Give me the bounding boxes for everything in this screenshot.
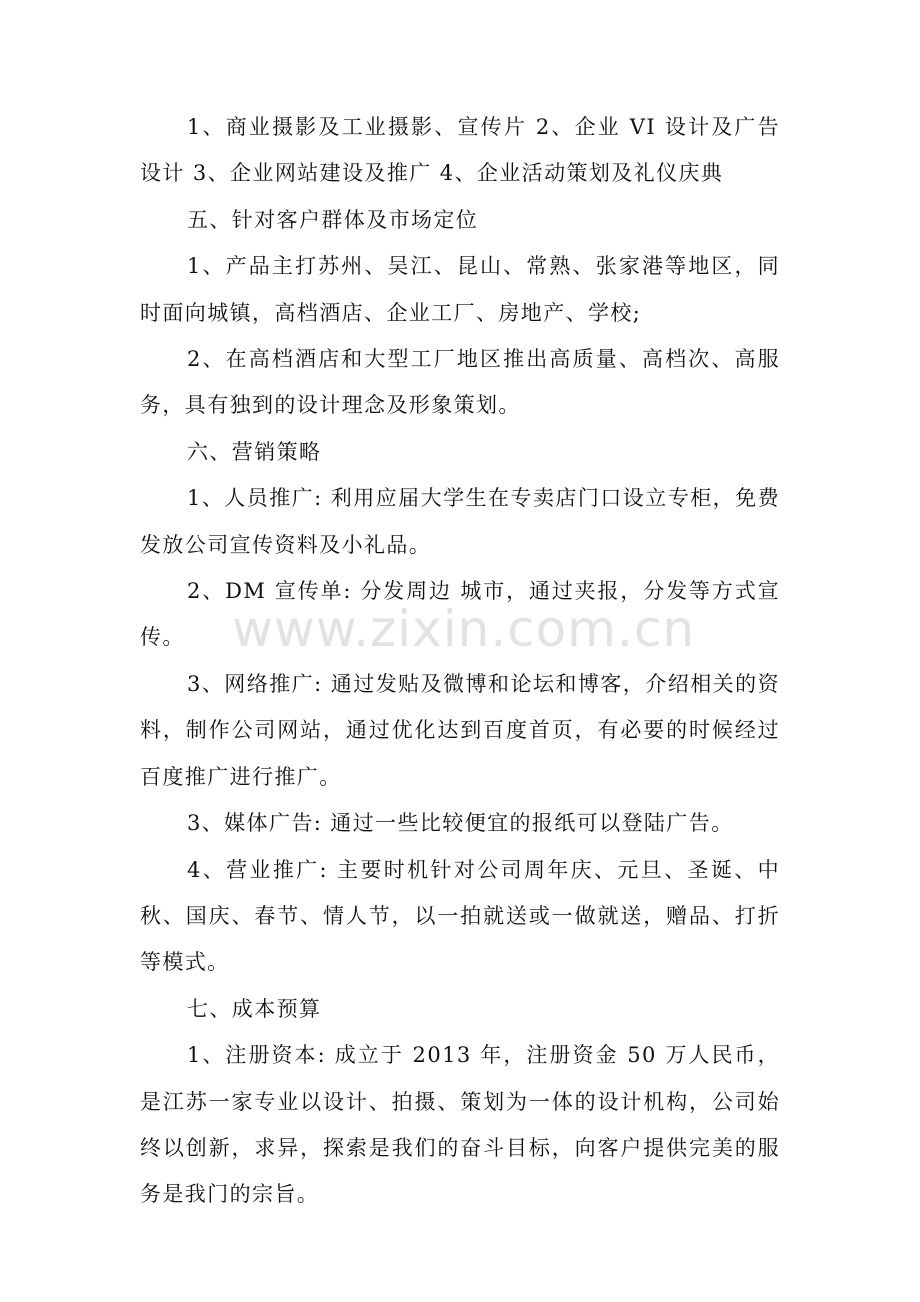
paragraph-target-1: 1、产品主打苏州、吴江、昆山、常熟、张家港等地区，同时面向城镇，高档酒店、企业工厂、房地产、学校; [140, 254, 780, 325]
section-heading-7: 七、成本预算 [187, 996, 322, 1021]
paragraph-services: 1、商业摄影及工业摄影、宣传片 2、企业 VI 设计及广告设计 3、企业网站建设及推广 4、企业活动策划及礼仪庆典 [140, 115, 780, 186]
watermark-text: www.zixin.com.cn [232, 600, 696, 658]
paragraph-budget-1: 1、注册资本: 成立于 2013 年，注册资金 50 万人民币，是江苏一家专业以设计、拍摄、策划为一体的设计机构，公司始终以创新，求异，探索是我们的奋斗目标，向客户提供完美的服务是我门的宗旨。 [140, 1043, 780, 1207]
paragraph-marketing-3b: 3、媒体广告: 通过一些比较便宜的报纸可以登陆广告。 [187, 811, 734, 836]
paragraph-marketing-4: 4、营业推广: 主要时机针对公司周年庆、元旦、圣诞、中秋、国庆、春节、情人节，以一拍就送或一做就送，赠品、打折等模式。 [140, 857, 780, 975]
paragraph-target-2: 2、在高档酒店和大型工厂地区推出高质量、高档次、高服务，具有独到的设计理念及形象策划。 [140, 347, 780, 418]
paragraph-marketing-2: 2、DM 宣传单: 分发周边 城市，通过夹报，分发等方式宣传。 [140, 579, 780, 650]
section-heading-5: 五、针对客户群体及市场定位 [187, 207, 479, 232]
paragraph-marketing-3: 3、网络推广: 通过发贴及微博和论坛和博客，介绍相关的资料，制作公司网站，通过优化达到百度首页，有必要的时候经过百度推广进行推广。 [140, 671, 780, 789]
section-heading-6: 六、营销策略 [187, 439, 322, 464]
paragraph-marketing-1: 1、人员推广: 利用应届大学生在专卖店门口设立专柜，免费发放公司宣传资料及小礼品。 [140, 486, 780, 557]
document-body [140, 104, 780, 1218]
